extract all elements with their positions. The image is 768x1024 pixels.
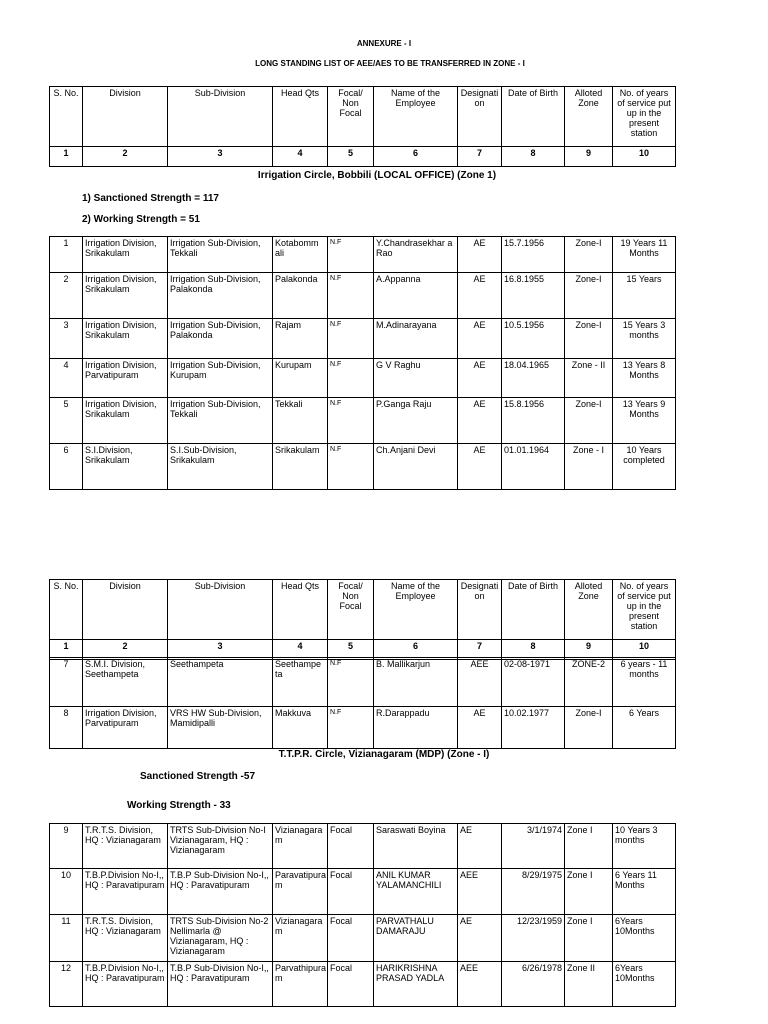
header-cell: Alloted Zone xyxy=(565,87,613,147)
table-cell: Irrigation Division, Srikakulam xyxy=(83,237,168,273)
table-cell: AEE xyxy=(458,658,502,707)
header-cell: Name of the Employee xyxy=(374,580,458,640)
table-cell: N.F xyxy=(328,273,374,319)
table-cell: 19 Years 11 Months xyxy=(613,237,676,273)
table-cell: 6/26/1978 xyxy=(502,962,565,1007)
table-cell: Zone-I xyxy=(565,237,613,273)
table-row xyxy=(50,444,676,490)
column-number-cell: 3 xyxy=(168,640,273,660)
table-cell: 2 xyxy=(50,273,83,319)
table-cell: 6 Years 11 Months xyxy=(613,869,676,915)
table-cell: 15.7.1956 xyxy=(502,237,565,273)
table-cell: Irrigation Division, Parvatipuram xyxy=(83,707,168,749)
table-cell: ANIL KUMAR YALAMANCHILI xyxy=(374,869,458,915)
column-number-cell: 2 xyxy=(83,147,168,167)
table-cell: G V Raghu xyxy=(374,359,458,398)
table-cell: 10 xyxy=(50,869,83,915)
header-table-2 xyxy=(49,579,676,660)
table-cell: N.F xyxy=(328,319,374,359)
data-table-2 xyxy=(49,657,676,749)
column-number-cell: 1 xyxy=(50,640,83,660)
header-cell: Date of Birth xyxy=(502,580,565,640)
table-cell: Irrigation Division, Srikakulam xyxy=(83,319,168,359)
table-cell: T.B.P.Division No-I,, HQ : Paravatipuram xyxy=(83,869,168,915)
header-table-1 xyxy=(49,86,676,167)
table-cell: 10.5.1956 xyxy=(502,319,565,359)
header-cell: Division xyxy=(83,580,168,640)
table-cell: 15.8.1956 xyxy=(502,398,565,444)
table-cell: Focal xyxy=(328,869,374,915)
header-cell: Alloted Zone xyxy=(565,580,613,640)
column-number-cell: 6 xyxy=(374,640,458,660)
table-cell: Zone I xyxy=(565,824,613,869)
table-cell: HARIKRISHNA PRASAD YADLA xyxy=(374,962,458,1007)
table-cell: 15 Years 3 months xyxy=(613,319,676,359)
header-cell: Focal/ Non Focal xyxy=(328,580,374,640)
table-row xyxy=(50,962,676,1007)
table-cell: Zone - I xyxy=(565,444,613,490)
column-number-cell: 4 xyxy=(273,640,328,660)
table-cell: N.F xyxy=(328,707,374,749)
table-cell: AE xyxy=(458,824,502,869)
table-cell: S.I.Division, Srikakulam xyxy=(83,444,168,490)
table-cell: PARVATHALU DAMARAJU xyxy=(374,915,458,962)
header-cell: No. of years of service put up in the present station xyxy=(613,87,676,147)
table-cell: 18.04.1965 xyxy=(502,359,565,398)
table-cell: Vizianagara m xyxy=(273,915,328,962)
table-cell: 9 xyxy=(50,824,83,869)
table-cell: 1 xyxy=(50,237,83,273)
table-cell: 13 Years 9 Months xyxy=(613,398,676,444)
table-cell: M.Adinarayana xyxy=(374,319,458,359)
document-title: LONG STANDING LIST OF AEE/AES TO BE TRANSFERRED IN ZONE - I xyxy=(255,59,525,68)
table-cell: Vizianagara m xyxy=(273,824,328,869)
table-cell: 8 xyxy=(50,707,83,749)
section1-working: 2) Working Strength = 51 xyxy=(82,214,200,225)
table-cell: 01.01.1964 xyxy=(502,444,565,490)
section2-sanctioned: Sanctioned Strength -57 xyxy=(140,771,256,782)
section1-sanctioned: 1) Sanctioned Strength = 117 xyxy=(82,193,219,204)
table-cell: Irrigation Division, Srikakulam xyxy=(83,398,168,444)
table-cell: 4 xyxy=(50,359,83,398)
table-cell: TRTS Sub-Division No-2 Nellimarla @ Vizianagaram, HQ : Vizianagaram xyxy=(168,915,273,962)
column-number-cell: 9 xyxy=(565,147,613,167)
table-cell: T.B.P.Division No-I,, HQ : Paravatipuram xyxy=(83,962,168,1007)
table-cell: Rajam xyxy=(273,319,328,359)
table-cell: P.Ganga Raju xyxy=(374,398,458,444)
table-cell: 7 xyxy=(50,658,83,707)
table-cell: 6 Years xyxy=(613,707,676,749)
header-cell: Designati on xyxy=(458,87,502,147)
column-number-cell: 8 xyxy=(502,640,565,660)
data-table-1 xyxy=(49,236,676,490)
table-cell: Tekkali xyxy=(273,398,328,444)
table-cell: TRTS Sub-Division No-I Vizianagaram, HQ : Vizianagaram xyxy=(168,824,273,869)
table-cell: 12/23/1959 xyxy=(502,915,565,962)
table-cell: AE xyxy=(458,237,502,273)
table-cell: AEE xyxy=(458,962,502,1007)
column-number-row xyxy=(50,147,676,167)
table-row xyxy=(50,398,676,444)
table-cell: Ch.Anjani Devi xyxy=(374,444,458,490)
table-cell: Srikakulam xyxy=(273,444,328,490)
column-number-cell: 3 xyxy=(168,147,273,167)
table-cell: Irrigation Division, Srikakulam xyxy=(83,273,168,319)
table-cell: 6Years 10Months xyxy=(613,915,676,962)
table-cell: Focal xyxy=(328,962,374,1007)
table-cell: 12 xyxy=(50,962,83,1007)
table-cell: Zone-I xyxy=(565,273,613,319)
table-cell: VRS HW Sub-Division, Mamidipalli xyxy=(168,707,273,749)
column-number-cell: 4 xyxy=(273,147,328,167)
table-cell: 13 Years 8 Months xyxy=(613,359,676,398)
table-cell: N.F xyxy=(328,359,374,398)
table-cell: Irrigation Sub-Division, Tekkali xyxy=(168,237,273,273)
table-cell: 16.8.1955 xyxy=(502,273,565,319)
table-cell: T.B.P Sub-Division No-I,, HQ : Paravatipuram xyxy=(168,869,273,915)
table-cell: Irrigation Sub-Division, Kurupam xyxy=(168,359,273,398)
table-cell: N.F xyxy=(328,444,374,490)
header-cell: Head Qts xyxy=(273,87,328,147)
data-table-3 xyxy=(49,823,676,1007)
table-cell: AE xyxy=(458,359,502,398)
table-cell: Kotabomm ali xyxy=(273,237,328,273)
table-cell: Seethampeta xyxy=(168,658,273,707)
section1-heading: Irrigation Circle, Bobbili (LOCAL OFFICE) (Zone 1) xyxy=(257,170,497,181)
table-cell: Zone-I xyxy=(565,398,613,444)
table-cell: 8/29/1975 xyxy=(502,869,565,915)
table-row xyxy=(50,273,676,319)
header-cell: Sub-Division xyxy=(168,87,273,147)
column-number-cell: 7 xyxy=(458,147,502,167)
table-cell: 3/1/1974 xyxy=(502,824,565,869)
table-cell: AEE xyxy=(458,869,502,915)
column-number-cell: 10 xyxy=(613,147,676,167)
table-cell: 15 Years xyxy=(613,273,676,319)
table-cell: 11 xyxy=(50,915,83,962)
column-number-cell: 6 xyxy=(374,147,458,167)
header-cell: Division xyxy=(83,87,168,147)
table-cell: Irrigation Division, Parvatipuram xyxy=(83,359,168,398)
table-cell: Irrigation Sub-Division, Palakonda xyxy=(168,273,273,319)
header-cell: S. No. xyxy=(50,580,83,640)
column-number-cell: 5 xyxy=(328,640,374,660)
table-cell: 6 years - 11 months xyxy=(613,658,676,707)
section2-working: Working Strength - 33 xyxy=(127,800,231,811)
table-row xyxy=(50,658,676,707)
table-cell: 6 xyxy=(50,444,83,490)
table-cell: N.F xyxy=(328,658,374,707)
column-number-cell: 5 xyxy=(328,147,374,167)
column-number-cell: 9 xyxy=(565,640,613,660)
table-cell: 6Years 10Months xyxy=(613,962,676,1007)
table-cell: Irrigation Sub-Division, Tekkali xyxy=(168,398,273,444)
table-cell: S.I.Sub-Division, Srikakulam xyxy=(168,444,273,490)
table-cell: T.R.T.S. Division, HQ : Vizianagaram xyxy=(83,915,168,962)
header-cell: Head Qts xyxy=(273,580,328,640)
table-cell: Seethampe ta xyxy=(273,658,328,707)
table-cell: N.F xyxy=(328,398,374,444)
table-cell: AE xyxy=(458,319,502,359)
table-cell: Focal xyxy=(328,824,374,869)
table-row xyxy=(50,869,676,915)
table-cell: 10 Years completed xyxy=(613,444,676,490)
table-cell: Focal xyxy=(328,915,374,962)
table-cell: Paravatipura m xyxy=(273,869,328,915)
header-cell: No. of years of service put up in the present station xyxy=(613,580,676,640)
table-cell: 5 xyxy=(50,398,83,444)
table-row xyxy=(50,237,676,273)
table-row xyxy=(50,319,676,359)
table-cell: Zone I xyxy=(565,915,613,962)
table-cell: Makkuva xyxy=(273,707,328,749)
table-cell: 10.02.1977 xyxy=(502,707,565,749)
table-cell: Parvathipura m xyxy=(273,962,328,1007)
table-cell: 02-08-1971 xyxy=(502,658,565,707)
table-cell: R.Darappadu xyxy=(374,707,458,749)
column-number-cell: 1 xyxy=(50,147,83,167)
table-cell: AE xyxy=(458,444,502,490)
table-cell: Zone-I xyxy=(565,319,613,359)
table-cell: AE xyxy=(458,915,502,962)
table-cell: AE xyxy=(458,273,502,319)
section2-heading: T.T.P.R. Circle, Vizianagaram (MDP) (Zone - I) xyxy=(278,749,490,760)
table-cell: Y.Chandrasekhar a Rao xyxy=(374,237,458,273)
table-cell: S.M.I. Division, Seethampeta xyxy=(83,658,168,707)
column-number-cell: 10 xyxy=(613,640,676,660)
table-cell: Zone-I xyxy=(565,707,613,749)
table-row xyxy=(50,915,676,962)
table-row xyxy=(50,824,676,869)
table-cell: Zone II xyxy=(565,962,613,1007)
column-number-cell: 8 xyxy=(502,147,565,167)
table-cell: Kurupam xyxy=(273,359,328,398)
column-number-cell: 2 xyxy=(83,640,168,660)
header-cell: S. No. xyxy=(50,87,83,147)
table-cell: T.B.P Sub-Division No-I,, HQ : Paravatipuram xyxy=(168,962,273,1007)
table-cell: 3 xyxy=(50,319,83,359)
table-row xyxy=(50,359,676,398)
table-cell: Palakonda xyxy=(273,273,328,319)
table-cell: T.R.T.S. Division, HQ : Vizianagaram xyxy=(83,824,168,869)
header-row xyxy=(50,87,676,147)
table-cell: AE xyxy=(458,707,502,749)
header-cell: Date of Birth xyxy=(502,87,565,147)
column-number-cell: 7 xyxy=(458,640,502,660)
table-cell: A.Appanna xyxy=(374,273,458,319)
table-cell: Irrigation Sub-Division, Palakonda xyxy=(168,319,273,359)
annexure-label: ANNEXURE - I xyxy=(356,39,412,48)
table-cell: 10 Years 3 months xyxy=(613,824,676,869)
header-cell: Name of the Employee xyxy=(374,87,458,147)
table-cell: Zone I xyxy=(565,869,613,915)
table-cell: Saraswati Boyina xyxy=(374,824,458,869)
table-cell: B. Mallikarjun xyxy=(374,658,458,707)
table-cell: ZONE-2 xyxy=(565,658,613,707)
header-cell: Designati on xyxy=(458,580,502,640)
header-row xyxy=(50,580,676,640)
table-cell: Zone - II xyxy=(565,359,613,398)
header-cell: Focal/ Non Focal xyxy=(328,87,374,147)
table-cell: AE xyxy=(458,398,502,444)
table-row xyxy=(50,707,676,749)
header-cell: Sub-Division xyxy=(168,580,273,640)
table-cell: N.F xyxy=(328,237,374,273)
